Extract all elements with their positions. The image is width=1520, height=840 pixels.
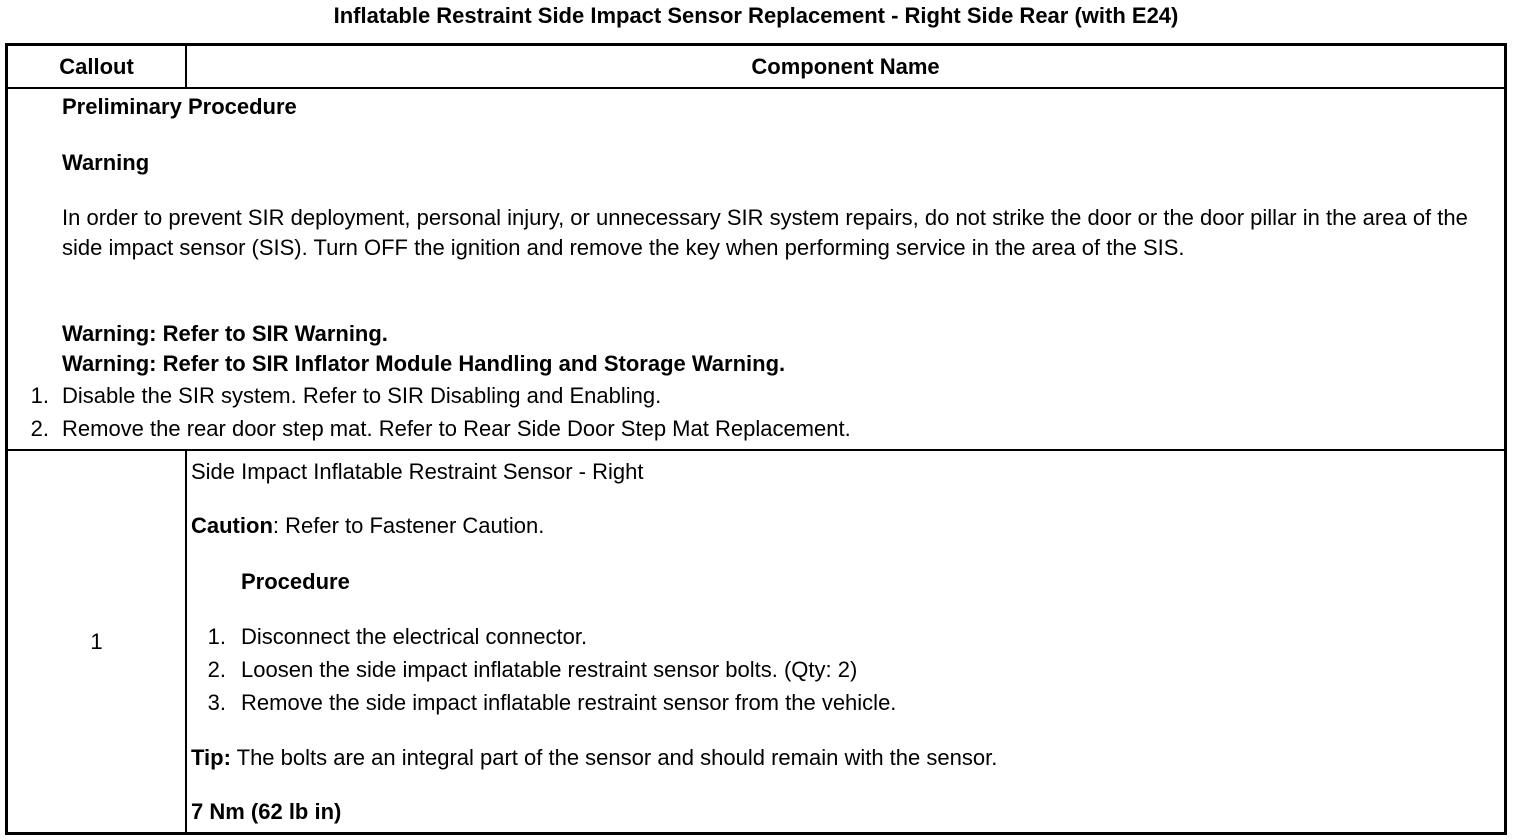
step-text: Remove the rear door step mat. Refer to Rear Side Door Step Mat Replacement. xyxy=(62,416,851,441)
callout-number: 1 xyxy=(90,629,103,654)
procedure-heading: Procedure xyxy=(241,569,350,594)
tip-text: The bolts are an integral part of the sensor and should remain with the sensor. xyxy=(230,745,998,770)
step-number: 3. xyxy=(207,690,226,715)
tip-label: Tip: xyxy=(191,745,231,770)
column-divider-row xyxy=(185,451,187,832)
warning-text: In order to prevent SIR deployment, personal injury, or unnecessary SIR system repairs, do not strike the door or the door pillar in the area of the side impact sensor (SIS). Turn OFF the ignition and remove the key when performing service in the area of the SIS. xyxy=(62,205,1468,260)
caution-text: : Refer to Fastener Caution. xyxy=(272,513,545,538)
component-table xyxy=(5,43,1507,835)
step-text: Remove the side impact inflatable restraint sensor from the vehicle. xyxy=(241,690,897,715)
step-number: 1. xyxy=(207,624,226,649)
caution-label: Caution xyxy=(191,513,273,538)
caution-line xyxy=(191,511,544,541)
tip-line xyxy=(191,743,997,773)
step-number: 2. xyxy=(30,416,49,441)
step-number: 1. xyxy=(30,383,49,408)
step-text: Loosen the side impact inflatable restraint sensor bolts. (Qty: 2) xyxy=(241,657,858,682)
step-text: Disconnect the electrical connector. xyxy=(241,624,588,649)
component-name-header: Component Name xyxy=(751,54,940,79)
torque-spec: 7 Nm (62 lb in) xyxy=(191,799,342,824)
page-title: Inflatable Restraint Side Impact Sensor Replacement - Right Side Rear (with E24) xyxy=(333,3,1179,28)
preliminary-heading: Preliminary Procedure xyxy=(62,94,297,119)
component-name: Side Impact Inflatable Restraint Sensor - Right xyxy=(191,459,644,484)
warning-ref: Warning: Refer to SIR Warning. xyxy=(62,321,388,346)
warning-label: Warning xyxy=(62,150,150,175)
row-divider xyxy=(8,449,1504,451)
callout-header: Callout xyxy=(59,54,134,79)
warning-ref: Warning: Refer to SIR Inflator Module Handling and Storage Warning. xyxy=(62,351,786,376)
step-text: Disable the SIR system. Refer to SIR Disabling and Enabling. xyxy=(62,383,662,408)
step-number: 2. xyxy=(207,657,226,682)
